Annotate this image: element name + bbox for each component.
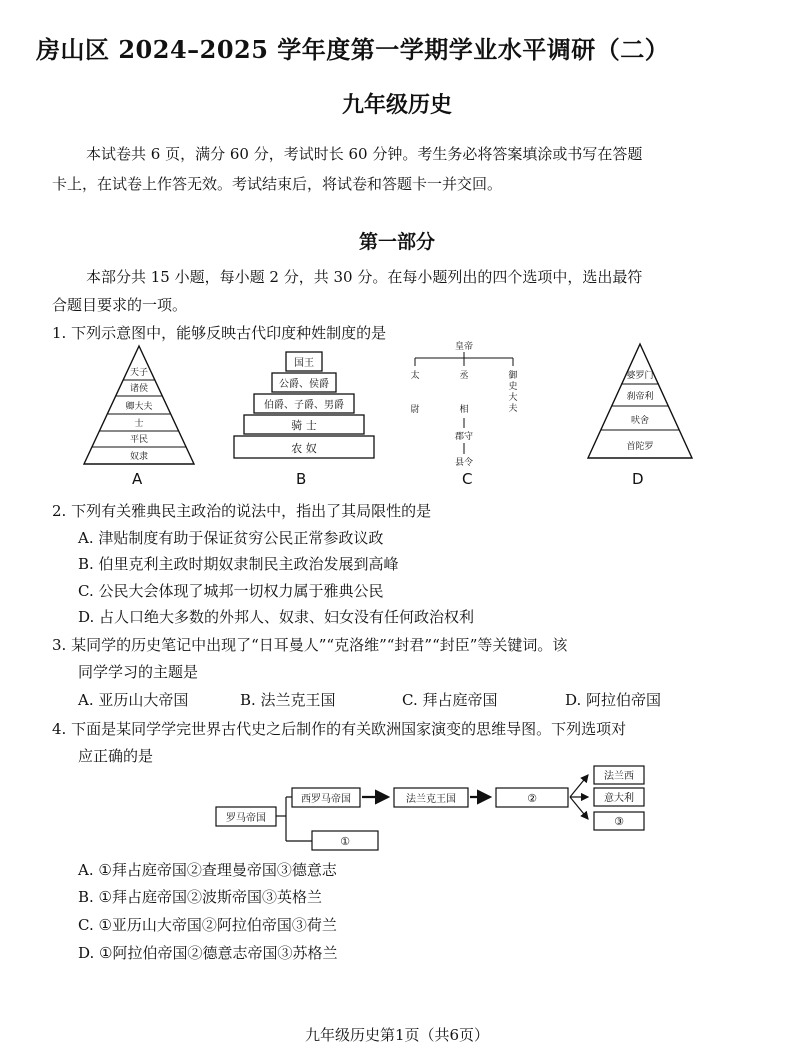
question-4-stem-line-1: 4. 下面是某同学学完世界古代史之后制作的有关欧洲国家演变的思维导图。下列选项对 [52, 720, 627, 738]
question-4-option-b[interactable]: B. ①拜占庭帝国②波斯帝国③英格兰 [78, 888, 323, 906]
question-4-mindmap [212, 762, 652, 854]
diagram-a-label: A [132, 470, 143, 488]
diagram-d-level-1: 婆罗门 [626, 371, 654, 381]
diagram-c-top: 皇帝 [454, 342, 474, 352]
mindmap-blank-2: ② [527, 792, 537, 805]
instructions-line-1: 本试卷共 6 页，满分 60 分，考试时长 60 分钟。考生务必将答案填涂或书写在答题 [86, 145, 643, 163]
diagram-a-level-4: 士 [134, 419, 144, 429]
diagram-b-level-5: 农 奴 [291, 442, 317, 455]
diagram-b-level-4: 骑 士 [291, 419, 317, 432]
question-3-stem-line-2: 同学学习的主题是 [78, 663, 199, 681]
mindmap-blank-1: ① [340, 835, 350, 848]
diagram-a-level-2: 诸侯 [129, 384, 149, 394]
diagram-a-level-1: 天子 [129, 368, 149, 378]
diagram-c [400, 338, 532, 470]
diagram-c-col2-top: 丞 [459, 371, 469, 381]
page-footer: 九年级历史第1页（共6页） [304, 1026, 490, 1044]
diagram-b-level-1: 国王 [294, 358, 314, 369]
question-4-stem-line-2: 应正确的是 [78, 747, 154, 765]
part-heading: 第一部分 [358, 231, 435, 253]
exam-subtitle: 九年级历史 [341, 92, 452, 118]
diagram-c-col3-char-1: 御 [508, 371, 518, 381]
question-2-option-d[interactable]: D. 占人口绝大多数的外邦人、奴隶、妇女没有任何政治权利 [78, 608, 475, 626]
question-3-option-a[interactable]: A. 亚历山大帝国 [78, 691, 189, 709]
question-4-option-d[interactable]: D. ①阿拉伯帝国②德意志帝国③苏格兰 [78, 944, 338, 962]
mindmap-west-roman: 西罗马帝国 [301, 794, 351, 805]
mindmap-root: 罗马帝国 [226, 813, 266, 824]
mindmap-france: 法兰西 [604, 771, 634, 782]
diagram-a-level-5: 平民 [129, 435, 149, 445]
question-3-stem-line-1: 3. 某同学的历史笔记中出现了“日耳曼人”“克洛维”“封君”“封臣”等关键词。该 [52, 636, 568, 654]
question-3-option-c[interactable]: C. 拜占庭帝国 [402, 691, 498, 709]
diagram-a-level-6: 奴隶 [129, 452, 149, 462]
diagram-b-level-2: 公爵、侯爵 [279, 379, 329, 390]
diagram-c-bottom: 县令 [454, 458, 474, 468]
question-2-option-c[interactable]: C. 公民大会体现了城邦一切权力属于雅典公民 [78, 582, 384, 600]
instructions-line-2: 卡上，在试卷上作答无效。考试结束后，将试卷和答题卡一并交回。 [52, 175, 503, 193]
part-intro-line-1: 本部分共 15 小题，每小题 2 分，共 30 分。在每小题列出的四个选项中，选出最符 [86, 268, 643, 286]
diagram-c-col3-char-3: 大 [508, 393, 518, 403]
diagram-d-level-4: 首陀罗 [626, 442, 654, 452]
diagram-d-label: D [632, 470, 644, 488]
diagram-c-col1-bottom: 尉 [410, 405, 420, 415]
diagram-a-level-3: 卿大夫 [125, 402, 153, 412]
diagram-c-mid: 郡守 [454, 432, 474, 442]
question-2-option-a[interactable]: A. 津贴制度有助于保证贫穷公民正常参政议政 [78, 529, 384, 547]
diagram-c-col2-bottom: 相 [459, 405, 469, 415]
diagram-b [232, 350, 376, 464]
diagram-d-level-3: 吠舍 [630, 416, 650, 426]
diagram-b-label: B [296, 470, 307, 488]
part-intro-line-2: 合题目要求的一项。 [52, 296, 188, 314]
diagram-c-col3-char-2: 史 [508, 382, 518, 392]
question-4-option-a[interactable]: A. ①拜占庭帝国②查理曼帝国③德意志 [78, 861, 337, 879]
question-3-option-b[interactable]: B. 法兰克王国 [240, 691, 336, 709]
exam-title: 房山区 2024–2025 学年度第一学期学业水平调研（二） [36, 35, 670, 64]
question-2-option-b[interactable]: B. 伯里克利主政时期奴隶制民主政治发展到高峰 [78, 555, 399, 573]
diagram-c-col3-char-4: 夫 [508, 404, 518, 414]
diagram-c-label: C [462, 470, 473, 488]
mindmap-blank-3: ③ [614, 815, 624, 828]
diagram-c-col1-top: 太 [410, 371, 420, 381]
diagram-a [78, 342, 200, 466]
mindmap-italy: 意大利 [604, 793, 634, 804]
question-3-option-d[interactable]: D. 阿拉伯帝国 [565, 691, 662, 709]
mindmap-frank: 法兰克王国 [406, 794, 456, 805]
question-1-stem: 1. 下列示意图中，能够反映古代印度种姓制度的是 [52, 324, 387, 342]
question-2-stem: 2. 下列有关雅典民主政治的说法中，指出了其局限性的是 [52, 502, 432, 520]
diagram-d [584, 340, 696, 462]
diagram-d-level-2: 刹帝利 [626, 392, 654, 402]
question-4-option-c[interactable]: C. ①亚历山大帝国②阿拉伯帝国③荷兰 [78, 916, 337, 934]
diagram-b-level-3: 伯爵、子爵、男爵 [264, 400, 344, 411]
